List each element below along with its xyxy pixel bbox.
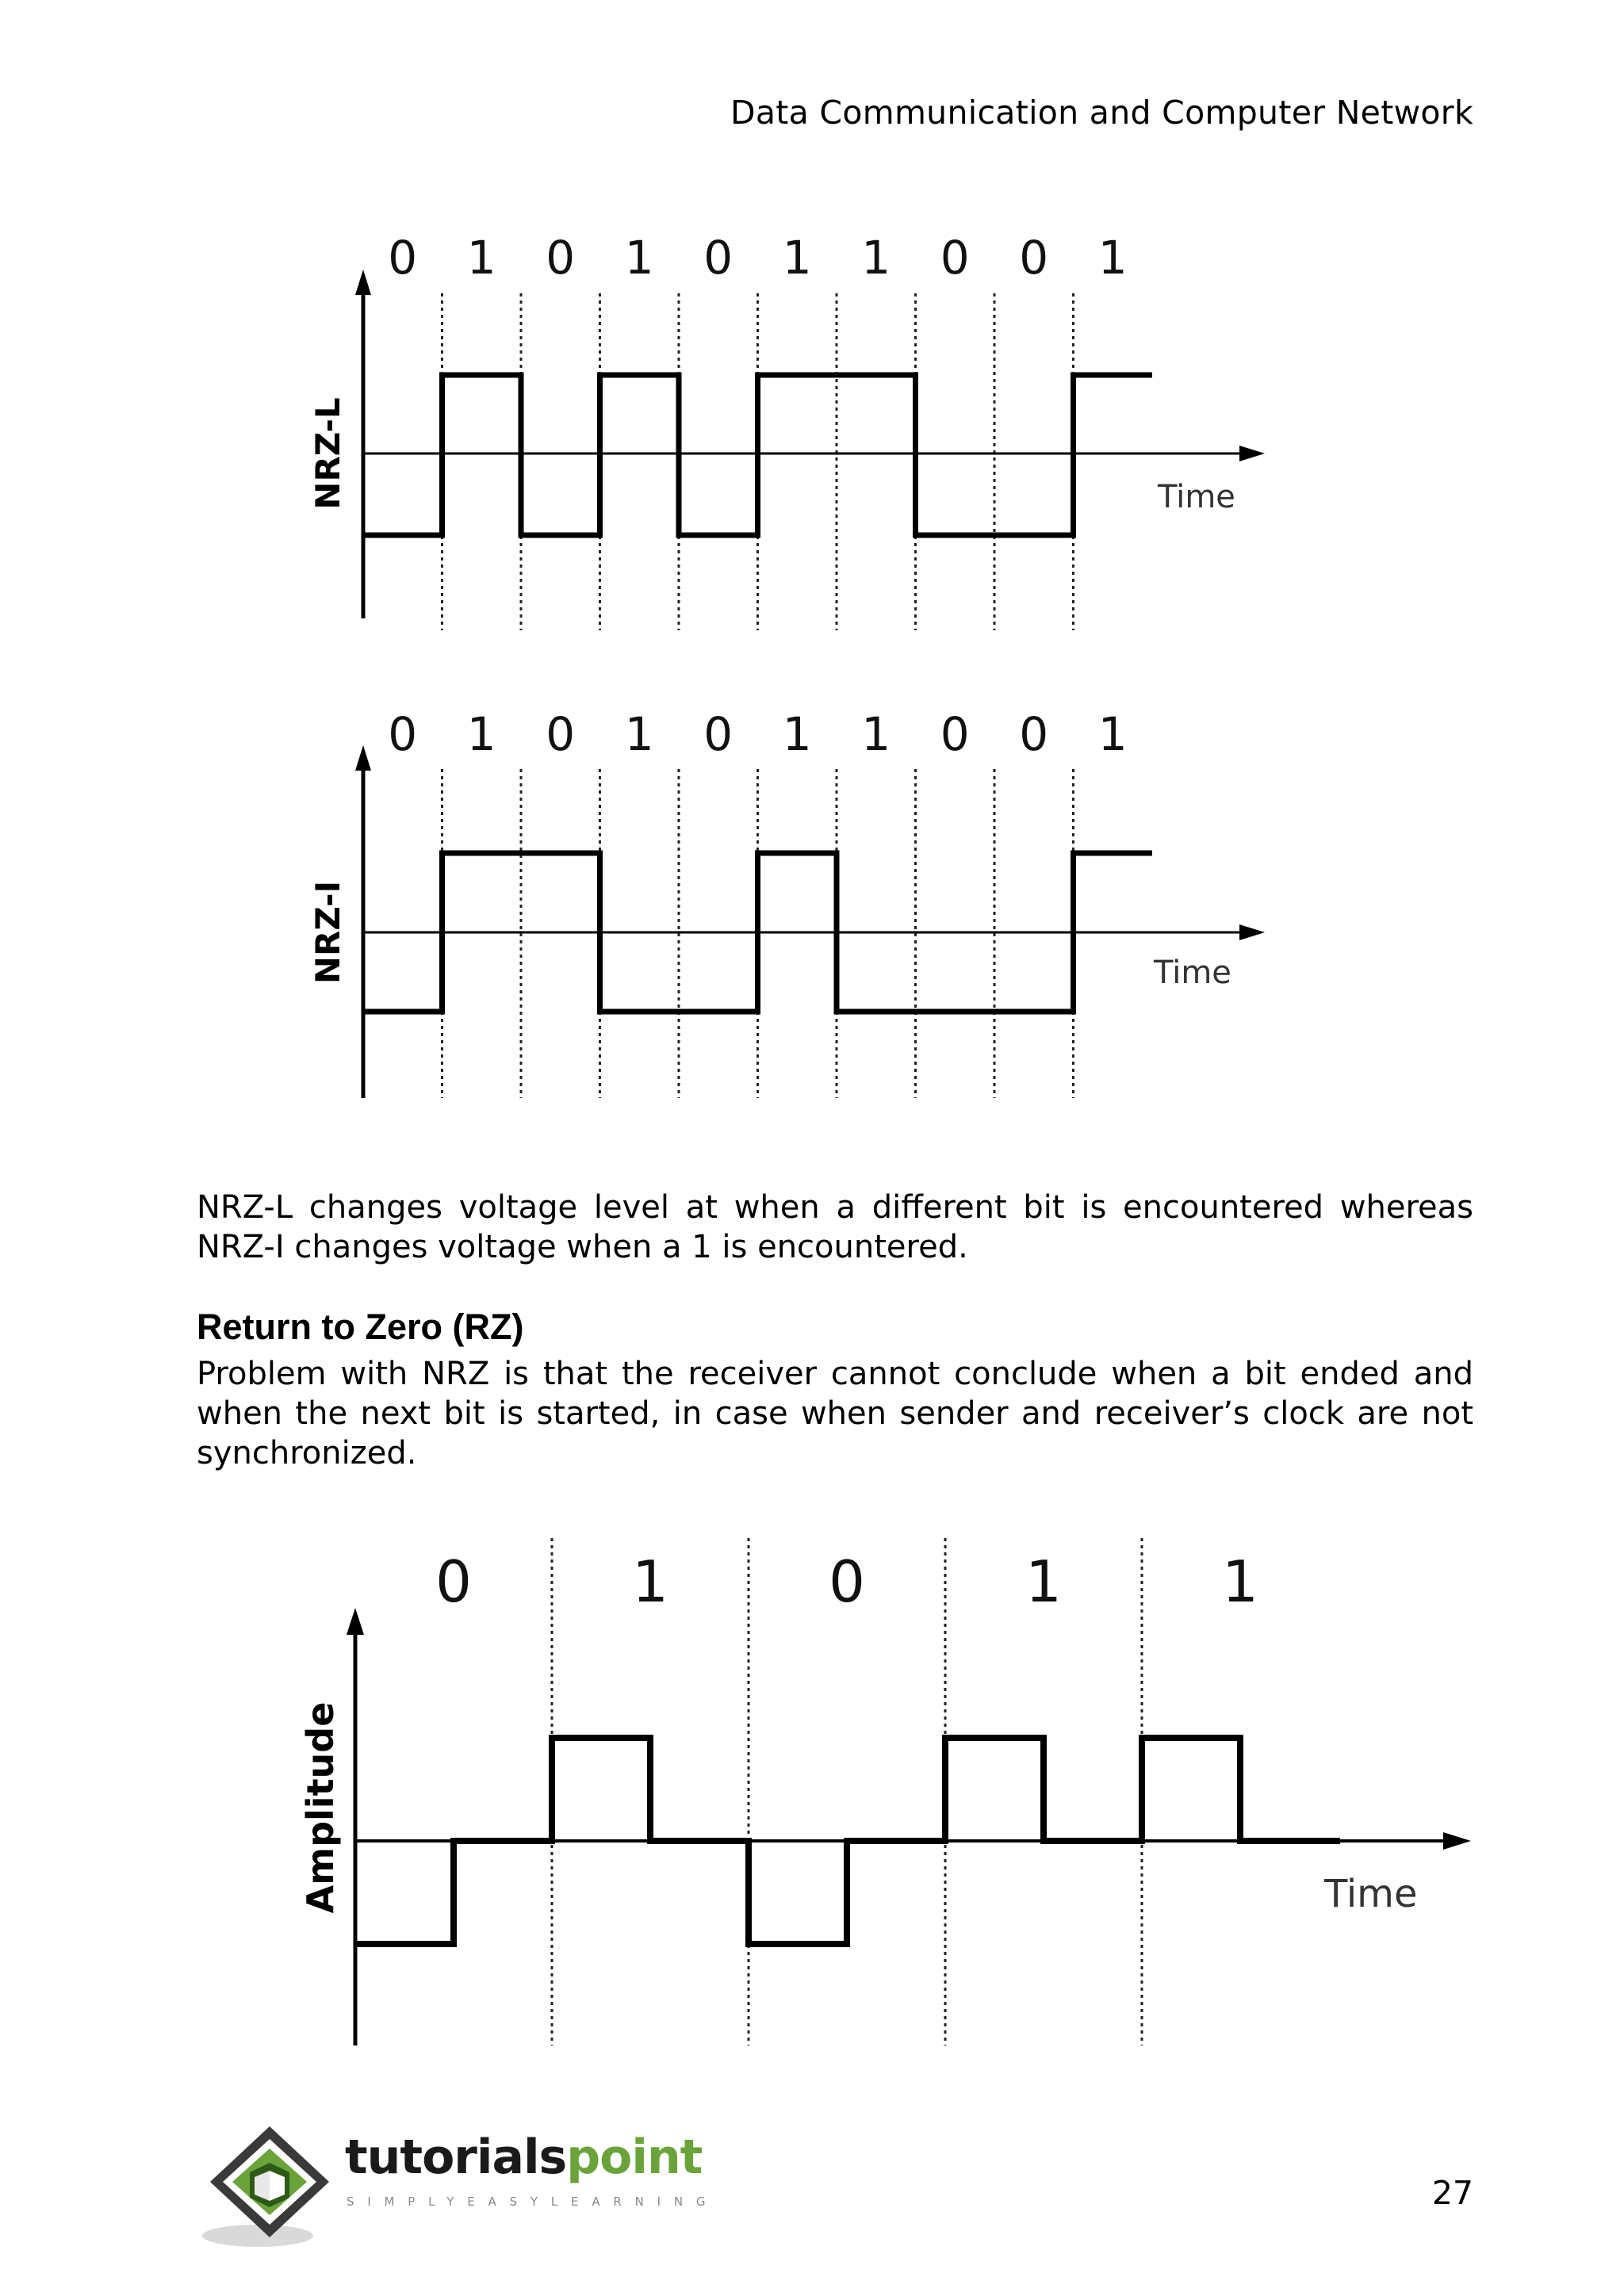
bit-label: 0: [388, 231, 418, 285]
page-number: 27: [1431, 2174, 1473, 2212]
bit-labels: [388, 231, 1127, 285]
bit-label: 1: [1025, 1548, 1062, 1615]
time-axis-arrow: [1239, 446, 1265, 461]
bit-label: 0: [1019, 707, 1049, 761]
bit-label: 0: [546, 707, 576, 761]
y-axis-label: Amplitude: [299, 1701, 342, 1914]
x-axis-label: Time: [1154, 955, 1231, 991]
rz-diagram: [285, 1522, 1491, 2061]
bit-label: 1: [624, 707, 654, 761]
logo-emblem-icon: [202, 2125, 337, 2252]
y-axis-label: NRZ-L: [308, 397, 347, 510]
bit-label: 1: [1097, 231, 1128, 285]
logo-wordmark: tutorialspoint: [345, 2130, 703, 2185]
bit-label: 1: [624, 231, 654, 285]
page-header-title: Data Communication and Computer Network: [730, 94, 1473, 132]
bit-label: 0: [703, 707, 733, 761]
x-axis-label: Time: [1158, 479, 1235, 515]
nrz-i-diagram: [301, 698, 1285, 1110]
bit-label: 1: [1097, 707, 1128, 761]
nrz-l-diagram: [301, 222, 1285, 634]
bit-label: 0: [1019, 231, 1049, 285]
nrz-l-signal: [363, 375, 1152, 535]
vertical-axis-arrow: [355, 745, 371, 771]
section-heading-rz: Return to Zero (RZ): [197, 1307, 524, 1347]
bit-label: 0: [703, 231, 733, 285]
logo-tagline: SIMPLYEASYLEARNING: [347, 2195, 719, 2209]
bit-label: 0: [940, 231, 970, 285]
paragraph-nrz-comparison: NRZ-L changes voltage level at when a different bit is encountered whereas NRZ-I changes voltage when a 1 is encountered.: [197, 1189, 1473, 1265]
bit-label: 1: [466, 231, 496, 285]
time-axis-arrow: [1443, 1832, 1471, 1850]
bit-labels: [388, 707, 1127, 761]
bit-label: 1: [861, 707, 891, 761]
bit-label: 0: [940, 707, 970, 761]
bit-label: 0: [829, 1548, 865, 1615]
bit-label: 0: [435, 1548, 472, 1615]
bit-label: 1: [782, 231, 812, 285]
bit-label: 1: [1222, 1548, 1258, 1615]
bit-label: 1: [861, 231, 891, 285]
y-axis-label: NRZ-I: [308, 880, 347, 985]
bit-label: 0: [546, 231, 576, 285]
x-axis-label: Time: [1324, 1872, 1418, 1916]
paragraph-rz-problem: Problem with NRZ is that the receiver cannot conclude when a bit ended and when the next bit is started, in case when sender and receiver’s clock are not synchronized.: [197, 1356, 1473, 1471]
bit-label: 1: [466, 707, 496, 761]
time-axis-arrow: [1239, 924, 1265, 940]
vertical-axis-arrow: [347, 1608, 364, 1635]
bit-label: 1: [632, 1548, 668, 1615]
bit-labels: [435, 1548, 1258, 1615]
bit-label: 1: [782, 707, 812, 761]
bit-label: 0: [388, 707, 418, 761]
vertical-axis-arrow: [355, 270, 371, 295]
